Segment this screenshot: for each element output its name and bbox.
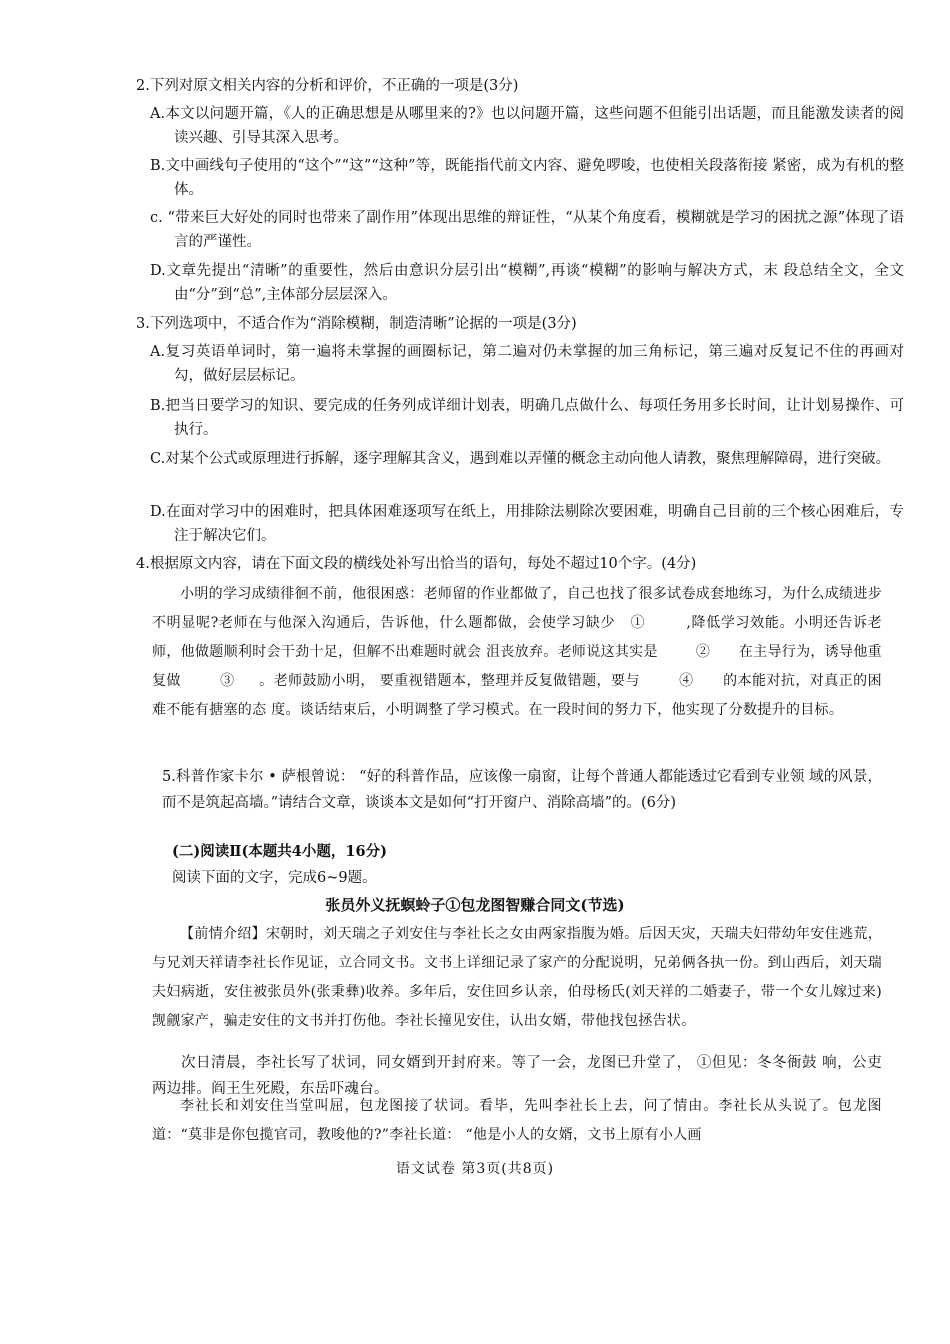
- q3-stem: 3.下列选项中，不适合作为“消除模糊，制造清晰”论据的一项是(3分): [136, 316, 577, 332]
- q4-text-2: ,降低学习效能。小明还告诉老师，他做题顺利时会干劲十足，但解不出难题时就会 沮丧放弃。老师说这其实是: [152, 615, 882, 660]
- passage-para-3: 李社长和刘安住当堂叫屈，包龙图接了状词。看毕，先叫李社长上去，问了情由。李社长从头说了。包龙图道：“莫非是你包揽官司，教唆他的?”李社长道： “他是小人的女婿，文书上原有小人画: [152, 1098, 882, 1143]
- page-footer: 语文试卷 第3页(共8页): [395, 1161, 555, 1177]
- q4-blank-2: ②: [695, 644, 711, 660]
- q2-option-c: c. “带来巨大好处的同时也带来了副作用”体现出思维的辩证性，“从某个角度看，模糊就是学习的困扰之源”体现了语言的严谨性。: [150, 210, 904, 250]
- q3-option-a: A.复习英语单词时，第一遍将未掌握的画圈标记，第二遍对仍未掌握的加三角标记，第三遍对反复记不住的再画对勾，做好层层标记。: [150, 344, 904, 384]
- q2-option-d: D.文章先提出“清晰”的重要性，然后由意识分层引出“模糊”,再谈“模糊”的影响与解决方式，末 段总结全文，全文由“分”到“总”,主体部分层层深入。: [150, 263, 904, 303]
- q2-stem: 2.下列对原文相关内容的分析和评价，不正确的一项是(3分): [136, 78, 519, 94]
- q4-stem: 4.根据原文内容，请在下面文段的横线处补写出恰当的语句，每处不超过10个字。(4分): [136, 556, 697, 572]
- q4-text-5: 的本能对抗，对真正的困难不能有搪塞的态 度。谈话结束后，小明调整了学习模式。在一段时间的努力下，他实现了分数提升的目标。: [152, 673, 882, 718]
- q4-text-1: 小明的学习成绩徘徊不前，他很困惑：老师留的作业都做了，自己也找了很多试卷成套地练习，为什么成绩进步不明显呢?老师在与他深入沟通后，告诉他，什么题都做，会使学习缺少: [152, 586, 882, 631]
- q4-blank-3: ③: [220, 673, 235, 689]
- q4-passage: [152, 580, 882, 725]
- q4-text-4: 。老师鼓励小明， 要重视错题本，整理并反复做错题，要与: [259, 673, 640, 689]
- passage-intro: 【前情介绍】宋朝时，刘天瑞之子刘安住与李社长之女由两家指腹为婚。后因天灾，天瑞夫妇带幼年安住逃荒，与兄刘天祥请李社长作见证，立合同文书。文书上详细记录了家产的分配说明，兄弟俩各执一份。到山西后，刘天瑞夫妇病逝，安住被张员外(张秉彝)收养。多年后，安住回乡认亲，伯母杨氏(刘天祥的二婚妻子，带一个女儿嫁过来)觊觎家产，骗走安住的文书并打伤他。李社长撞见安住，认出女婿，带他找包拯告状。: [152, 926, 882, 1029]
- q3-option-d: D.在面对学习中的困难时，把具体困难逐项写在纸上，用排除法剔除次要困难，明确自己目前的三个核心困难后，专注于解决它们。: [150, 504, 904, 544]
- q4-blank-1: ①: [630, 615, 646, 631]
- passage-title: 张员外义抚螟蛉子①包龙图智赚合同文(节选): [325, 896, 625, 914]
- passage-para-2: 次日清晨，李社长写了状词，同女婿到开封府来。等了一会，龙图已升堂了， ①但见：冬冬衙鼓 响，公吏两边排。阎王生死殿，东岳吓魂台。: [152, 1055, 882, 1097]
- q5-stem: 5.科普作家卡尔 • 萨根曾说： “好的科普作品，应该像一扇窗，让每个普通人都能透过它看到专业领 域的风景，而不是筑起高墙。”请结合文章，谈谈本文是如何“打开窗户、消除高墙”的。(6分): [162, 769, 882, 811]
- q3-option-c: C.对某个公式或原理进行拆解，逐字理解其含义，遇到难以弄懂的概念主动向他人请教，聚焦理解障碍，进行突破。: [150, 451, 891, 467]
- section2-instruction: 阅读下面的文字，完成6~9题。: [172, 870, 377, 886]
- section2-header: (二)阅读Ⅱ(本题共4小题，16分): [172, 843, 387, 860]
- q4-blank-4: ④: [679, 673, 694, 689]
- q2-option-b: B.文中画线句子使用的“这个”“这”“这种”等，既能指代前文内容、避免啰唆，也使相关段落衔接 紧密，成为有机的整体。: [150, 158, 904, 198]
- q3-option-b: B.把当日要学习的知识、要完成的任务列成详细计划表，明确几点做什么、每项任务用多长时间，让计划易操作、可执行。: [150, 398, 904, 438]
- q2-option-a: A.本文以问题开篇，《人的正确思想是从哪里来的?》也以问题开篇，这些问题不但能引出话题，而且能激发读者的阅读兴趣、引导其深入思考。: [150, 106, 904, 146]
- q4-text-3: 在主导行为，诱导他重复做: [152, 644, 882, 689]
